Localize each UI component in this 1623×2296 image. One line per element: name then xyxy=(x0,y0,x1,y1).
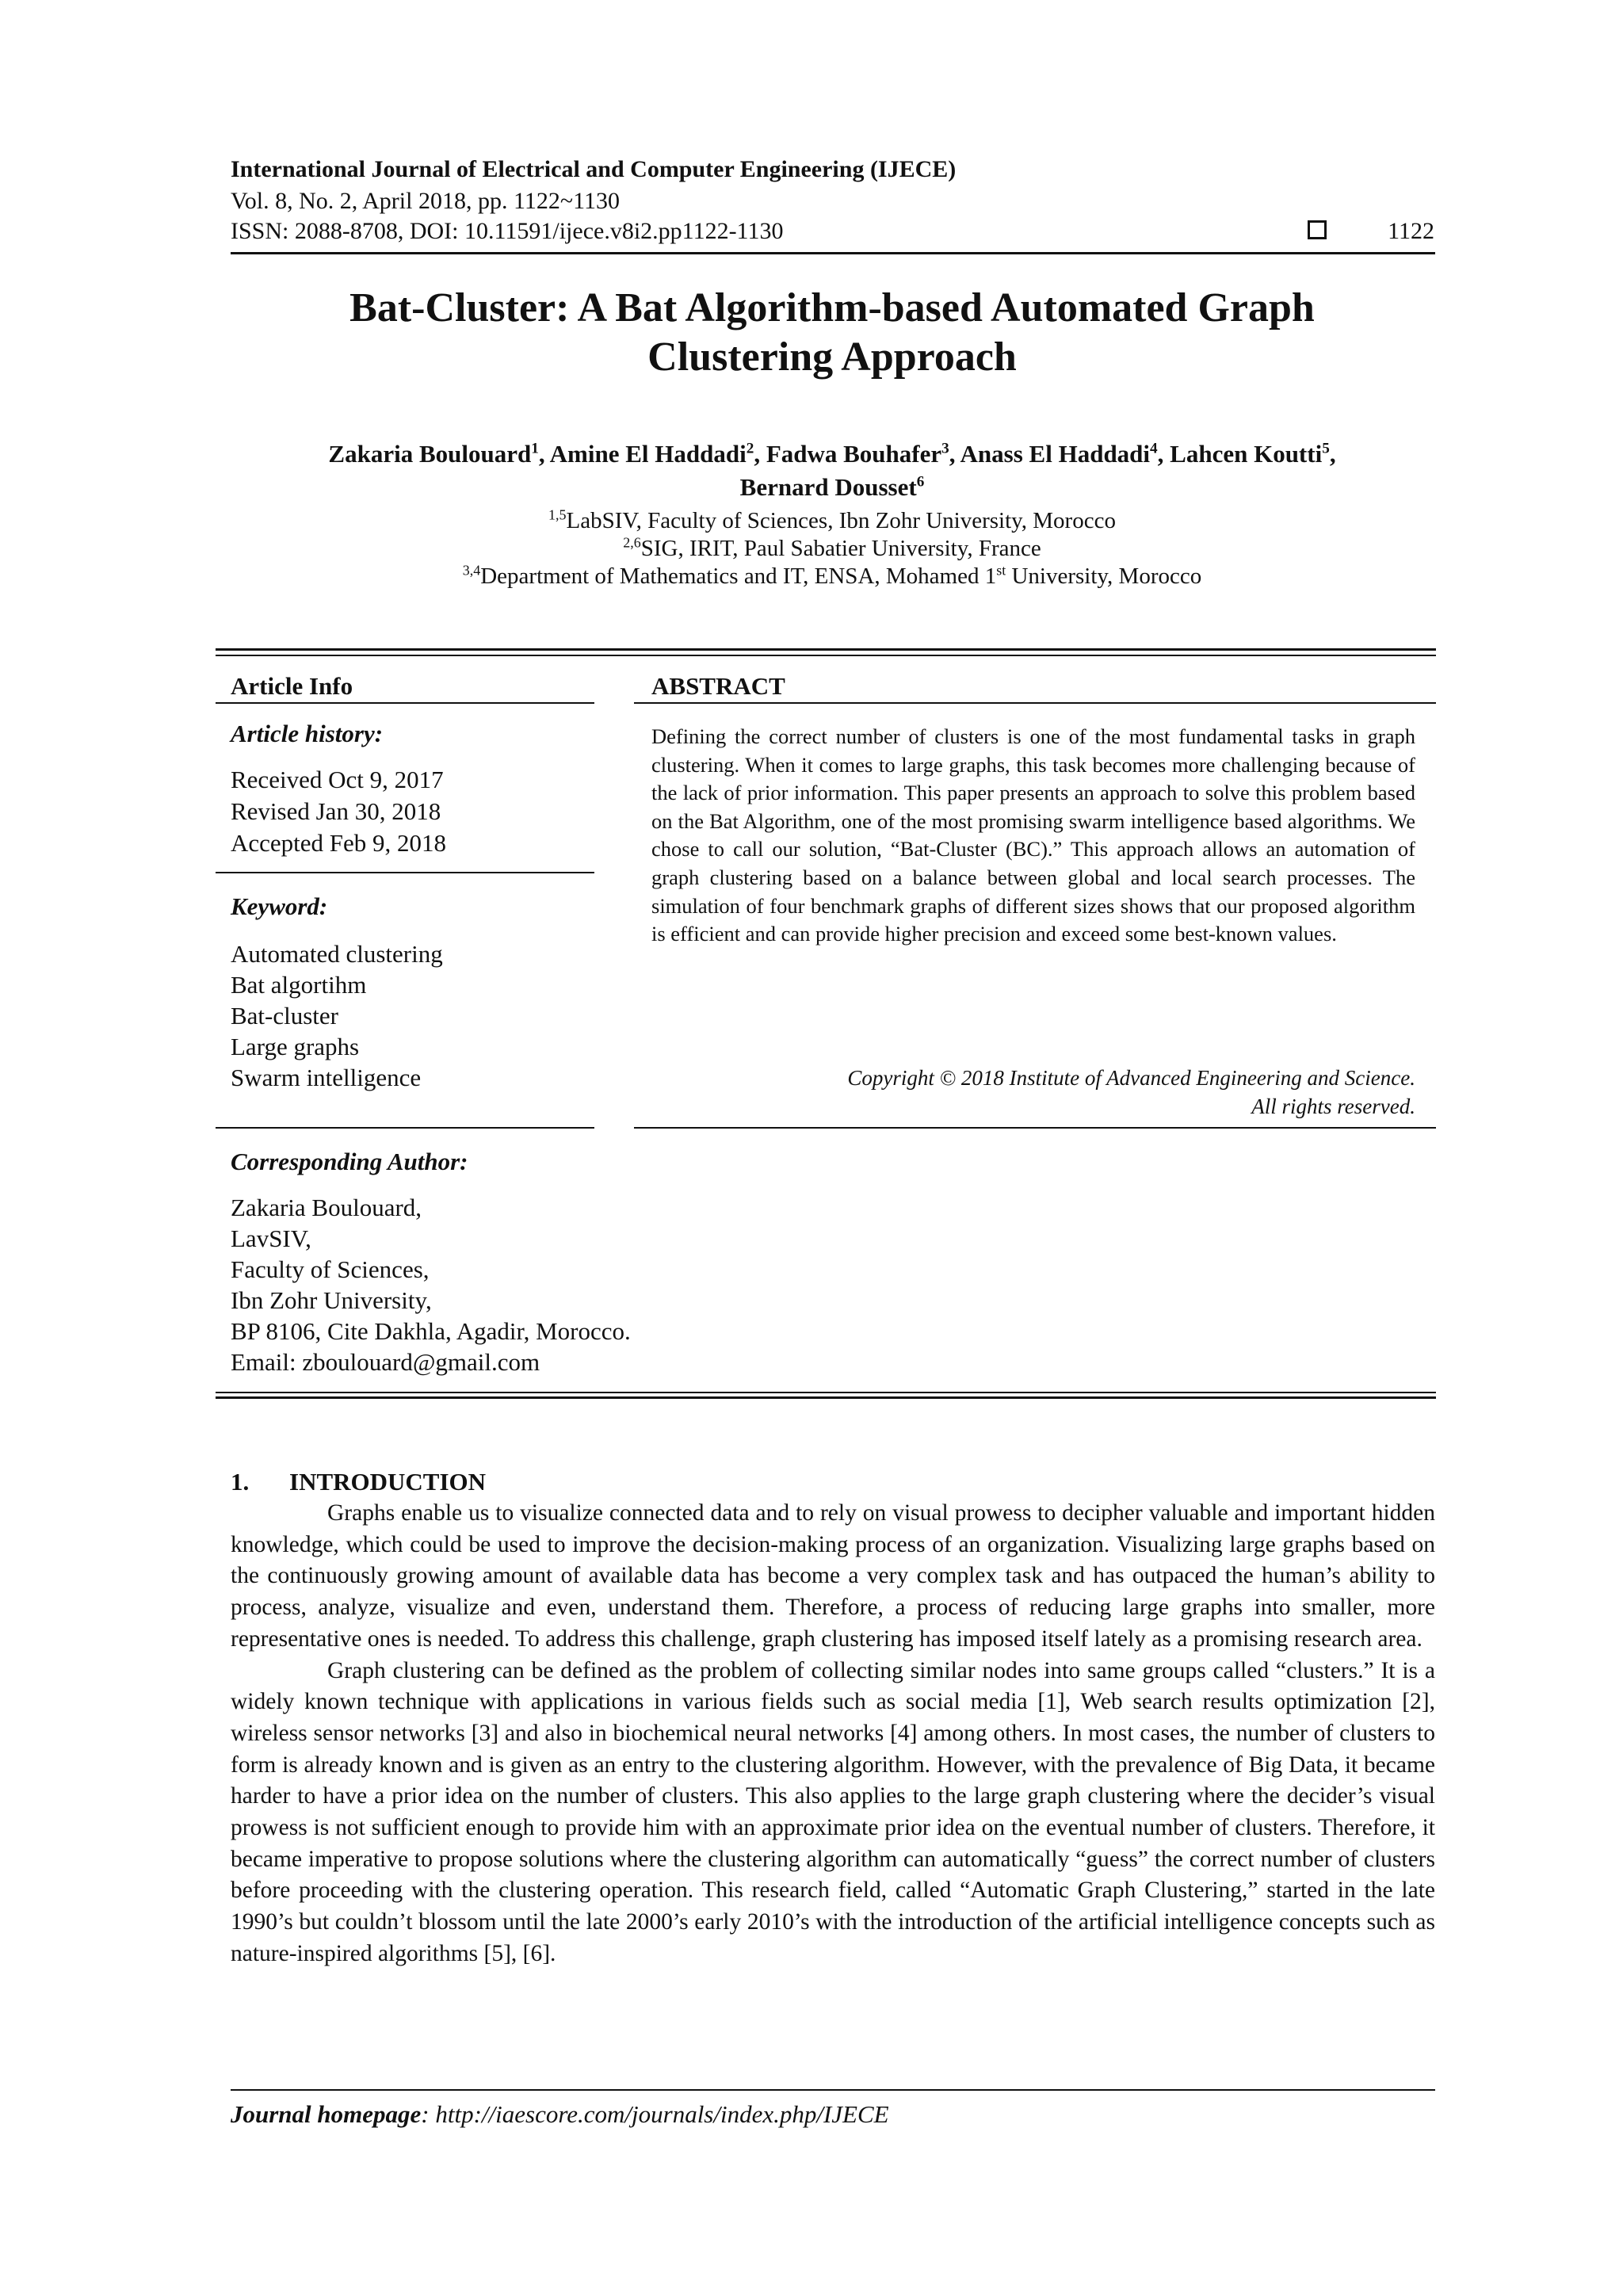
paper-title xyxy=(182,284,1482,382)
section-number: 1. xyxy=(231,1468,250,1496)
page-number: 1122 xyxy=(1388,218,1434,244)
affiliation-text: LabSIV, Faculty of Sciences, Ibn Zohr University, Morocco xyxy=(566,508,1116,533)
author-sup: 2 xyxy=(746,440,754,457)
author-sup: 3 xyxy=(941,440,949,457)
issn-doi: ISSN: 2088-8708, DOI: 10.11591/ijece.v8i2.pp1122-1130 xyxy=(231,218,784,244)
keyword-item: Large graphs xyxy=(231,1033,360,1060)
intro-paragraph-2: Graph clustering can be defined as the problem of collecting similar nodes into same groups called “clusters.” It is a widely known technique with applications in various fields such as social media [1], Web search results optimization [2], wireless sensor networks [3] and also in biochemical neural networks [4] among others. In most cases, the number of clusters to form is already known and is given as an entry to the clustering algorithm. However, with the prevalence of Big Data, it became harder to have a prior idea on the number of clusters. This also applies to the large graph clustering where the decider’s visual prowess is not sufficient enough to provide him with an approximate prior idea on the eventual number of clusters. Therefore, it became imperative to propose solutions where the clustering algorithm can automatically “guess” the correct number of clusters before proceeding with the clustering operation. This research field, called “Automatic Graph Clustering,” started in the late 1990’s but couldn’t blossom until the late 2000’s early 2010’s with the introduction of the artificial intelligence concepts such as nature-inspired algorithms [5], [6]. xyxy=(231,1657,1435,1966)
accepted-date: Accepted Feb 9, 2018 xyxy=(231,829,447,857)
corresponding-line: Ibn Zohr University, xyxy=(231,1286,432,1314)
info-top-rule xyxy=(216,648,1436,651)
author-name: Zakaria Boulouard xyxy=(328,440,532,468)
corresponding-heading: Corresponding Author: xyxy=(231,1148,468,1175)
affiliation-sup: 3,4 xyxy=(462,562,481,579)
footer-rule xyxy=(231,2089,1435,2091)
affiliation-text: SIG, IRIT, Paul Sabatier University, France xyxy=(640,536,1041,561)
journal-homepage: Journal homepage: http://iaescore.com/journals/index.php/IJECE xyxy=(231,2100,889,2128)
volume-info: Vol. 8, No. 2, April 2018, pp. 1122~1130 xyxy=(231,188,620,214)
author-sup: 5 xyxy=(1322,440,1330,457)
corresponding-line: Zakaria Boulouard, xyxy=(231,1194,422,1221)
abstract-heading: ABSTRACT xyxy=(651,672,785,700)
author-name: Amine El Haddadi xyxy=(549,440,747,468)
intro-paragraph-1: Graphs enable us to visualize connected data and to rely on visual prowess to decipher valuable and important hidden knowledge, which could be used to improve the decision-making process of an organization. Visualizing large graphs based on the continuously growing amount of available data has become a very complex task and has outpaced the human’s ability to process, analyze, visualize and even, understand them. Therefore, a process of reducing large graphs into smaller, more representative ones is needed. To address this challenge, graph clustering has imposed itself lately as a promising research area. xyxy=(231,1500,1435,1652)
abstract-rule xyxy=(634,702,1436,704)
keyword-item: Bat algortihm xyxy=(231,971,367,999)
author-name: Anass El Haddadi xyxy=(960,440,1151,468)
author-list xyxy=(198,437,1466,504)
revised-date: Revised Jan 30, 2018 xyxy=(231,797,441,825)
corresponding-email: Email: zboulouard@gmail.com xyxy=(231,1348,540,1376)
journal-name: International Journal of Electrical and Computer Engineering (IJECE) xyxy=(231,156,957,182)
info-bottom-rule xyxy=(216,1392,1436,1393)
affiliation-sup: 1,5 xyxy=(548,506,567,523)
copyright-line-1: Copyright © 2018 Institute of Advanced Engineering and Science. xyxy=(847,1066,1415,1090)
author-name: Fadwa Bouhafer xyxy=(766,440,942,468)
corresponding-line: LavSIV, xyxy=(231,1224,311,1252)
affiliation-text-end: University, Morocco xyxy=(1006,563,1202,589)
introduction-body xyxy=(231,1498,1435,1970)
affiliation-3 xyxy=(198,563,1466,590)
affiliation-1 xyxy=(198,507,1466,534)
abstract-text: Defining the correct number of clusters is one of the most fundamental tasks in graph clustering. When it comes to large graphs, this task becomes more challenging because of the lack of prior information. This paper presents an approach to solve this problem based on the Bat Algorithm, one of the most promising swarm intelligence based algorithms. We chose to call our solution, “Bat-Cluster (BC).” This approach allows an automation of graph clustering based on a balance between global and local search processes. The simulation of four benchmark graphs of different sizes shows that our proposed algorithm is efficient and can provide higher precision and exceed some best-known values. xyxy=(651,724,1415,946)
author-name: Bernard Dousset xyxy=(739,473,917,501)
corresponding-line: Faculty of Sciences, xyxy=(231,1255,430,1283)
author-line-1: Zakaria Boulouard$^1$, Amine El Haddadi$^2$, Fadwa Bouhafer$^3$, Anass El Haddadi$^4$, Lahcen Koutti$^5$, xyxy=(328,440,1336,468)
article-info-rule xyxy=(216,702,594,704)
keyword-item: Swarm intelligence xyxy=(231,1064,422,1091)
section-title: INTRODUCTION xyxy=(289,1468,487,1496)
affiliation-sup: 2,6 xyxy=(623,534,641,551)
keyword-rule xyxy=(216,1127,594,1129)
history-rule xyxy=(216,872,594,873)
title-line-2: Clustering Approach xyxy=(647,334,1017,380)
affiliation-2 xyxy=(198,535,1466,562)
title-line-1: Bat-Cluster: A Bat Algorithm-based Automated Graph xyxy=(349,285,1315,330)
author-sup: 6 xyxy=(916,473,925,491)
info-top-rule-2 xyxy=(216,655,1436,656)
square-icon xyxy=(1308,220,1327,239)
author-line-2 xyxy=(198,471,1466,504)
homepage-link[interactable]: http://iaescore.com/journals/index.php/IJECE xyxy=(435,2100,889,2128)
author-sup: 1 xyxy=(531,440,539,457)
received-date: Received Oct 9, 2017 xyxy=(231,766,444,793)
copyright-notice xyxy=(847,1064,1415,1121)
footer-label: Journal homepage xyxy=(231,2100,422,2128)
author-name: Lahcen Koutti xyxy=(1170,440,1323,468)
abstract-bottom-rule xyxy=(634,1127,1436,1129)
affiliation-text: Department of Mathematics and IT, ENSA, Mohamed 1 xyxy=(480,563,997,589)
keyword-item: Automated clustering xyxy=(231,940,443,968)
article-history-heading: Article history: xyxy=(231,720,384,747)
introduction-heading xyxy=(231,1468,486,1496)
article-info-heading: Article Info xyxy=(231,672,353,700)
copyright-line-2: All rights reserved. xyxy=(1251,1095,1415,1118)
info-bottom-rule-2 xyxy=(216,1396,1436,1399)
corresponding-line: BP 8106, Cite Dakhla, Agadir, Morocco. xyxy=(231,1317,631,1345)
keyword-item: Bat-cluster xyxy=(231,1002,339,1030)
affiliation-ordinal: st xyxy=(996,562,1006,579)
keyword-heading: Keyword: xyxy=(231,892,328,920)
author-sup: 4 xyxy=(1150,440,1158,457)
header-rule xyxy=(231,252,1435,254)
